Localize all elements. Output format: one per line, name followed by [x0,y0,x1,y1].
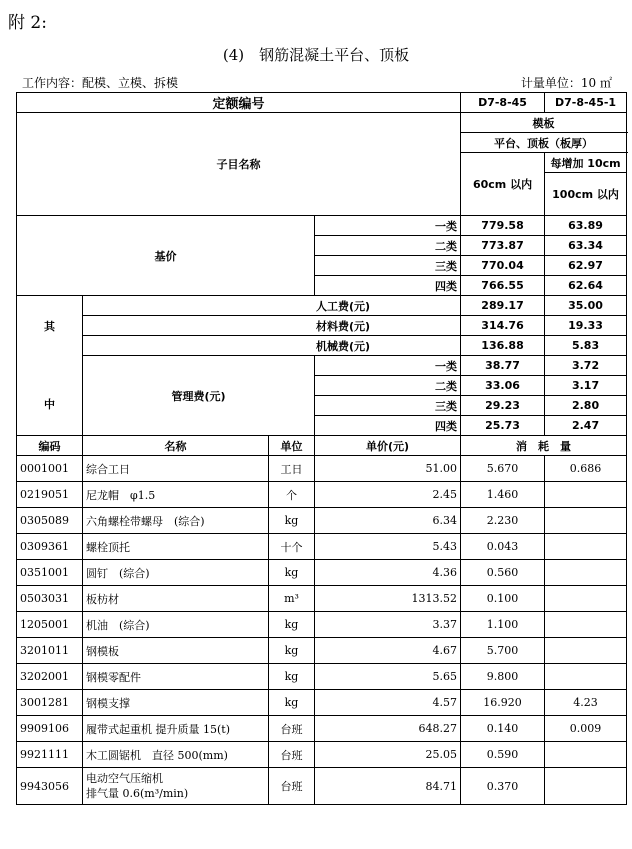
item-unit: kg [269,508,315,534]
item-name: 钢模零配件 [83,664,269,690]
item-row [17,560,627,586]
item-qty: 5.700 [461,638,545,664]
item-row [17,586,627,612]
item-unit: kg [269,638,315,664]
item-code: 9921111 [17,742,83,768]
quota-code: D7-8-45 [461,93,545,113]
item-unit: 台班 [269,768,315,805]
item-price: 5.65 [315,664,461,690]
item-code: 0503031 [17,586,83,612]
item-name: 六角螺栓带螺母 (综合) [83,508,269,534]
item-row [17,456,627,482]
base-price-value: 766.55 [461,276,545,296]
item-unit: kg [269,664,315,690]
item-qty: 0.686 [545,456,627,482]
item-row [17,742,627,768]
item-qty: 2.230 [461,508,545,534]
item-code: 0351001 [17,560,83,586]
col-name-header: 名称 [83,436,269,456]
item-qty: 0.590 [461,742,545,768]
category: 模板 [461,113,627,133]
item-unit: 台班 [269,742,315,768]
mgmt-fee-value: 38.77 [461,356,545,376]
fee-value: 289.17 [461,296,545,316]
item-name: 履带式起重机 提升质量 15(t) [83,716,269,742]
item-qty [545,664,627,690]
quota-code: D7-8-45-1 [545,93,627,113]
quota-no-label: 定额编号 [17,93,461,113]
base-price-value: 773.87 [461,236,545,256]
item-code: 9943056 [17,768,83,805]
item-qty: 0.009 [545,716,627,742]
item-qty [545,742,627,768]
mgmt-fee-value: 25.73 [461,416,545,436]
mgmt-fee-value: 33.06 [461,376,545,396]
work-content: 工作内容：配模、立模、拆模 [22,76,179,90]
item-price: 2.45 [315,482,461,508]
item-name: 综合工日 [83,456,269,482]
item-unit: 台班 [269,716,315,742]
col-code-header: 编码 [17,436,83,456]
item-name: 板枋材 [83,586,269,612]
item-price: 648.27 [315,716,461,742]
item-qty: 1.100 [461,612,545,638]
item-row [17,534,627,560]
mgmt-fee-value: 2.47 [545,416,627,436]
subitem-label: 子目名称 [17,113,461,216]
item-code: 0001001 [17,456,83,482]
base-price-value: 62.64 [545,276,627,296]
fee-value: 136.88 [461,336,545,356]
item-code: 3202001 [17,664,83,690]
item-code: 3001281 [17,690,83,716]
item-unit: kg [269,560,315,586]
item-qty: 4.23 [545,690,627,716]
increment: 每增加 10cm [545,153,627,173]
item-row [17,612,627,638]
item-qty: 0.560 [461,560,545,586]
base-price-value: 63.89 [545,216,627,236]
annex-label: 附 2: [8,13,47,33]
item-qty: 0.100 [461,586,545,612]
mgmt-fee-value: 29.23 [461,396,545,416]
fee-value: 314.76 [461,316,545,336]
item-code: 0305089 [17,508,83,534]
item-code: 0309361 [17,534,83,560]
item-price: 6.34 [315,508,461,534]
item-qty: 9.800 [461,664,545,690]
item-qty [545,612,627,638]
item-price: 4.57 [315,690,461,716]
item-qty: 0.140 [461,716,545,742]
item-qty: 1.460 [461,482,545,508]
item-row [17,638,627,664]
col-consumption-header: 消 耗 量 [461,436,627,456]
item-unit: kg [269,612,315,638]
item-row [17,664,627,690]
fee-label: 机械费(元) [83,336,461,356]
fee-label: 人工费(元) [83,296,461,316]
fee-value: 5.83 [545,336,627,356]
item-name: 圆钉 (综合) [83,560,269,586]
col-price-header: 单价(元) [315,436,461,456]
item-name: 螺栓顶托 [83,534,269,560]
item-qty [545,482,627,508]
item-name: 电动空气压缩机 排气量 0.6(m³/min) [83,768,269,805]
item-name: 钢模板 [83,638,269,664]
class-label: 一类 [315,216,461,236]
base-price-value: 779.58 [461,216,545,236]
item-price: 4.67 [315,638,461,664]
item-unit: 个 [269,482,315,508]
mgmt-fee-value: 3.72 [545,356,627,376]
item-name: 尼龙帽 φ1.5 [83,482,269,508]
class-label: 三类 [315,256,461,276]
quota-table [16,92,627,805]
class-label: 四类 [315,416,461,436]
item-price: 1313.52 [315,586,461,612]
subcategory: 平台、顶板（板厚） [461,133,627,153]
class-label: 二类 [315,236,461,256]
item-qty: 5.670 [461,456,545,482]
item-unit: 工日 [269,456,315,482]
item-price: 4.36 [315,560,461,586]
item-row [17,508,627,534]
item-unit: m³ [269,586,315,612]
mgmt-fee-value: 3.17 [545,376,627,396]
item-price: 84.71 [315,768,461,805]
measure-unit: 计量单位：10 ㎡ [520,76,612,90]
base-price-value: 63.34 [545,236,627,256]
item-code: 0219051 [17,482,83,508]
fee-value: 35.00 [545,296,627,316]
item-name: 钢模支撑 [83,690,269,716]
item-row [17,716,627,742]
item-code: 9909106 [17,716,83,742]
class-label: 一类 [315,356,461,376]
item-name: 木工圆锯机 直径 500(mm) [83,742,269,768]
item-code: 1205001 [17,612,83,638]
fee-label: 材料费(元) [83,316,461,336]
item-qty [545,534,627,560]
mgmt-fee-label: 管理费(元) [83,356,315,436]
item-code: 3201011 [17,638,83,664]
item-name: 机油 (综合) [83,612,269,638]
item-qty [545,586,627,612]
item-qty [545,638,627,664]
item-qty [545,508,627,534]
item-price: 5.43 [315,534,461,560]
item-qty: 0.043 [461,534,545,560]
item-unit: kg [269,690,315,716]
base-price-label: 基价 [17,216,315,296]
thickness-60: 60cm 以内 [461,153,545,216]
class-label: 三类 [315,396,461,416]
item-qty [545,560,627,586]
item-price: 3.37 [315,612,461,638]
thickness-100: 100cm 以内 [545,173,627,216]
class-label: 二类 [315,376,461,396]
class-label: 四类 [315,276,461,296]
fee-value: 19.33 [545,316,627,336]
section-title: (4) 钢筋混凝土平台、顶板 [222,46,410,64]
item-row [17,690,627,716]
base-price-value: 62.97 [545,256,627,276]
item-unit: 十个 [269,534,315,560]
item-price: 25.05 [315,742,461,768]
among-label: 其 中 [17,296,83,436]
item-row [17,482,627,508]
item-qty: 16.920 [461,690,545,716]
item-qty [545,768,627,805]
item-price: 51.00 [315,456,461,482]
col-unit-header: 单位 [269,436,315,456]
item-qty: 0.370 [461,768,545,805]
mgmt-fee-value: 2.80 [545,396,627,416]
base-price-value: 770.04 [461,256,545,276]
